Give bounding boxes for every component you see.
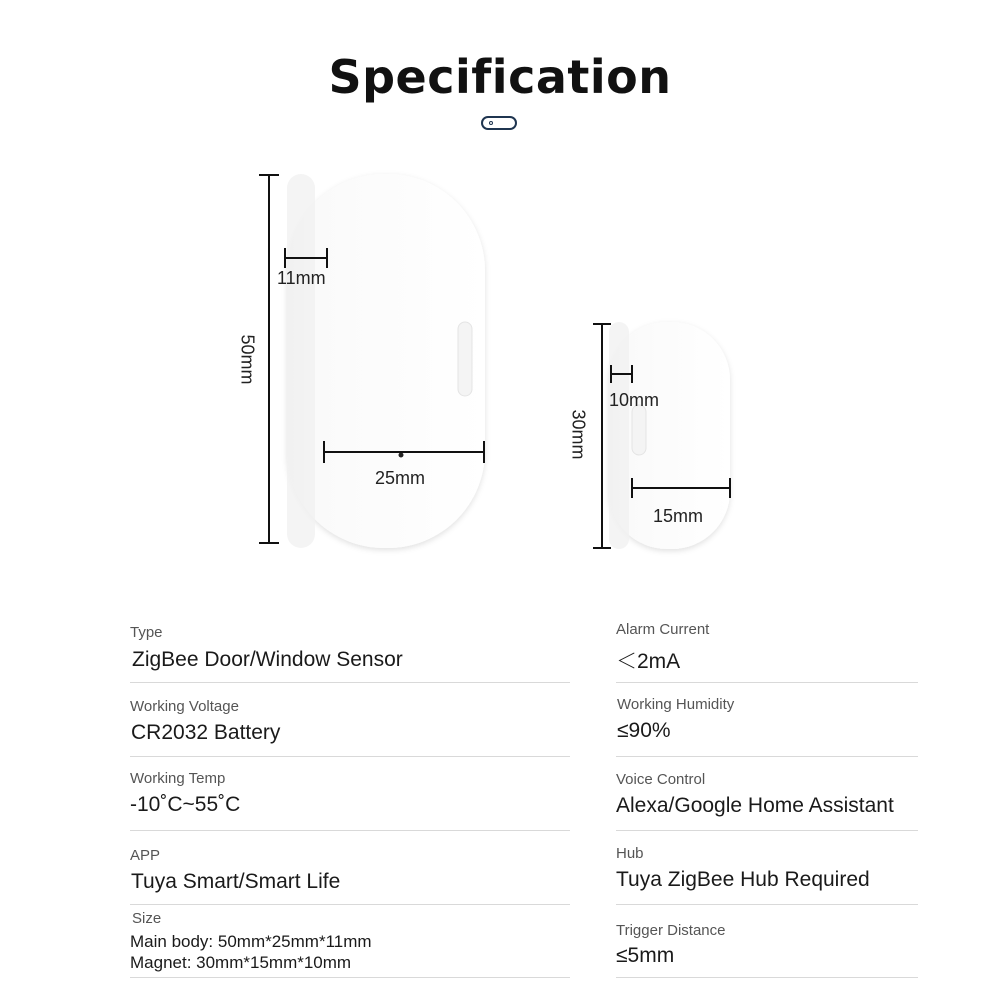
divider <box>130 977 570 978</box>
spec-value: Tuya Smart/Smart Life <box>131 870 341 893</box>
main-width-label: 25mm <box>375 468 426 488</box>
magnet-height-dimension <box>593 324 611 548</box>
spec-value: -10˚C~55˚C <box>130 793 241 816</box>
spec-label: Working Voltage <box>130 698 239 715</box>
spec-value: CR2032 Battery <box>131 721 281 744</box>
magnet-depth-label: 10mm <box>609 390 660 410</box>
main-depth-label: 11mm <box>277 268 326 288</box>
spec-value-line1: Main body: 50mm*25mm*11mm <box>130 932 372 951</box>
main-height-dimension <box>259 175 279 543</box>
divider <box>130 904 570 905</box>
spec-label: Hub <box>616 845 644 862</box>
divider <box>616 682 918 683</box>
spec-label: Alarm Current <box>616 621 710 638</box>
divider <box>130 682 570 683</box>
sensor-main-body <box>287 174 485 548</box>
divider <box>616 830 918 831</box>
spec-value: ＜2mA <box>616 650 681 673</box>
spec-value: ZigBee Door/Window Sensor <box>132 648 403 671</box>
main-height-label: 50mm <box>237 334 258 385</box>
spec-label: Voice Control <box>616 771 706 788</box>
spec-value-line2: Magnet: 30mm*15mm*10mm <box>130 953 352 972</box>
magnet-height-label: 30mm <box>568 409 589 460</box>
spec-label: Size <box>132 910 162 927</box>
spec-value: ≤90% <box>617 719 671 742</box>
magnet-width-label: 15mm <box>653 506 704 526</box>
divider <box>130 830 570 831</box>
spec-value: ≤5mm <box>616 944 675 967</box>
spec-label: Type <box>130 624 163 641</box>
divider <box>130 756 570 757</box>
spec-value: Alexa/Google Home Assistant <box>616 794 894 817</box>
spec-label: Trigger Distance <box>616 922 726 939</box>
divider <box>616 904 918 905</box>
spec-label: Working Humidity <box>617 696 735 713</box>
spec-label: Working Temp <box>130 770 226 787</box>
spec-label: APP <box>130 847 161 864</box>
spec-value: Tuya ZigBee Hub Required <box>616 868 870 891</box>
divider <box>616 756 918 757</box>
page-title: Specification <box>328 50 672 104</box>
divider <box>616 977 918 978</box>
